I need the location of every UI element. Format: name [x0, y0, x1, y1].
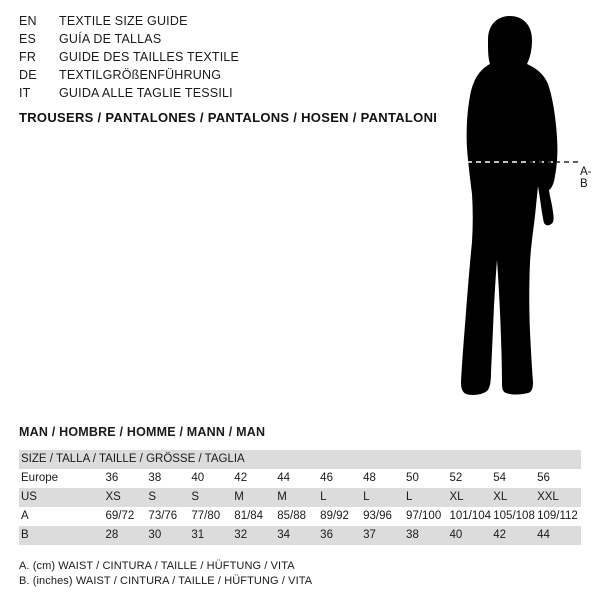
cell-us-8: XL	[449, 488, 493, 507]
table-row	[19, 450, 581, 469]
cell-a-2: 77/80	[191, 510, 221, 522]
language-text-en: TEXTILE SIZE GUIDE	[59, 14, 188, 28]
cell-europe-9: 54	[493, 472, 507, 484]
cell-europe-5: 46	[320, 472, 333, 484]
cell-us-3: M	[234, 488, 277, 507]
language-row-it	[19, 86, 419, 104]
cell-us-1: S	[148, 488, 191, 507]
cell-us-7: L	[406, 488, 449, 507]
row-label-a: A	[21, 510, 29, 522]
language-text-es: GUÍA DE TALLAS	[59, 32, 162, 46]
cell-us-4: M	[277, 488, 320, 507]
cell-europe-6: 48	[363, 472, 376, 484]
cell-europe-7: 50	[406, 472, 419, 484]
language-code-es: ES	[19, 32, 37, 46]
table-group-title: MAN / HOMBRE / HOMME / MANN / MAN	[19, 425, 266, 439]
cell-b-0: 28	[105, 526, 148, 545]
table-row	[19, 507, 581, 526]
language-text-de: TEXTILGRÖßENFÜHRUNG	[59, 68, 222, 82]
cell-us-10: XXL	[537, 488, 581, 507]
cell-a-8: 101/104	[449, 510, 492, 522]
cell-europe-2: 40	[191, 472, 205, 484]
cell-b-10: 44	[537, 526, 581, 545]
cell-b-6: 37	[363, 526, 406, 545]
cell-us-9: XL	[493, 488, 537, 507]
row-label-europe: Europe	[21, 472, 59, 484]
cell-europe-10: 56	[537, 472, 550, 484]
cell-b-9: 42	[493, 526, 537, 545]
cell-europe-8: 52	[449, 472, 463, 484]
language-header-block	[19, 14, 419, 104]
language-code-en: EN	[19, 14, 37, 28]
cell-europe-4: 44	[277, 472, 291, 484]
cell-b-2: 31	[191, 526, 234, 545]
cell-a-10: 109/112	[537, 510, 578, 522]
size-table	[19, 450, 581, 545]
row-label-size: SIZE / TALLA / TAILLE / GRÖSSE / TAGLIA	[19, 450, 581, 469]
cell-europe-0: 36	[105, 472, 119, 484]
cell-us-5: L	[320, 488, 363, 507]
trousers-figure	[420, 10, 595, 410]
cell-a-6: 93/96	[363, 510, 392, 522]
cell-b-7: 38	[406, 526, 449, 545]
language-code-de: DE	[19, 68, 37, 82]
cell-b-5: 36	[320, 526, 363, 545]
cell-a-0: 69/72	[105, 510, 135, 522]
cell-b-1: 30	[148, 526, 191, 545]
footnotes	[19, 559, 312, 589]
cell-a-9: 105/108	[493, 510, 535, 522]
row-label-b: B	[19, 526, 105, 545]
row-label-us: US	[19, 488, 105, 507]
cell-a-4: 85/88	[277, 510, 307, 522]
footnote-b: B. (inches) WAIST / CINTURA / TAILLE / HÜFTUNG / VITA	[19, 575, 313, 587]
cell-europe-3: 42	[234, 472, 248, 484]
language-row-fr	[19, 50, 419, 68]
table-row	[19, 488, 581, 507]
cell-a-5: 89/92	[320, 510, 349, 522]
cell-b-3: 32	[234, 526, 277, 545]
measure-label-ab: A-B	[580, 166, 592, 190]
man-silhouette-icon	[420, 10, 595, 410]
language-row-es	[19, 32, 419, 50]
language-text-fr: GUIDE DES TAILLES TEXTILE	[59, 50, 240, 64]
table-row	[19, 469, 581, 488]
cell-a-7: 97/100	[406, 510, 442, 522]
language-code-fr: FR	[19, 50, 37, 64]
table-row	[19, 526, 581, 545]
cell-us-2: S	[191, 488, 234, 507]
cell-b-4: 34	[277, 526, 320, 545]
language-code-it: IT	[19, 86, 31, 100]
language-text-it: GUIDA ALLE TAGLIE TESSILI	[59, 86, 233, 100]
cell-us-0: XS	[105, 488, 148, 507]
cell-a-3: 81/84	[234, 510, 264, 522]
cell-europe-1: 38	[148, 472, 162, 484]
cell-b-8: 40	[449, 526, 493, 545]
footnote-a: A. (cm) WAIST / CINTURA / TAILLE / HÜFTUNG / VITA	[19, 560, 295, 572]
language-row-en	[19, 14, 419, 32]
language-row-de	[19, 68, 419, 86]
cell-us-6: L	[363, 488, 406, 507]
cell-a-1: 73/76	[148, 510, 178, 522]
section-title: TROUSERS / PANTALONES / PANTALONS / HOSEN / PANTALONI	[19, 110, 438, 125]
